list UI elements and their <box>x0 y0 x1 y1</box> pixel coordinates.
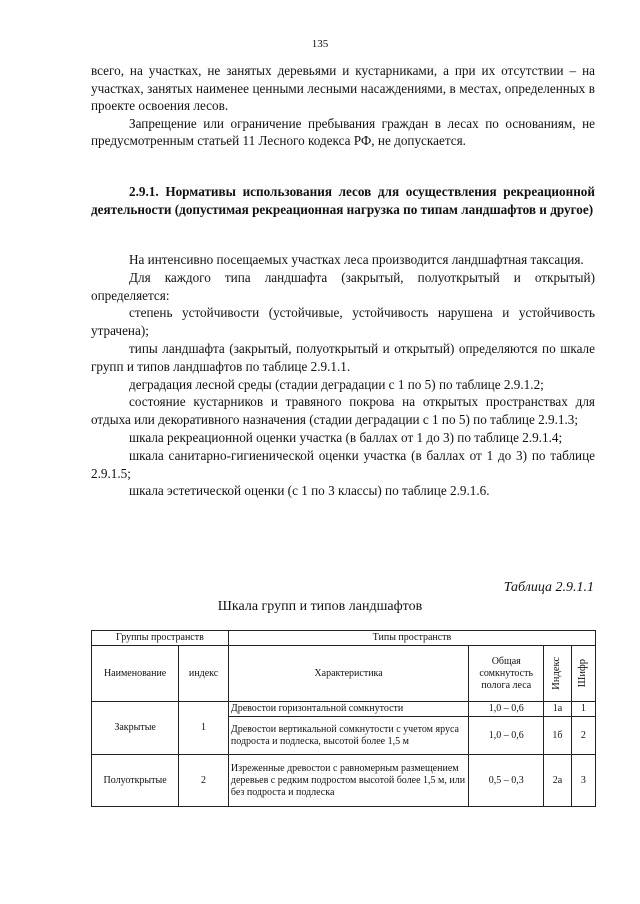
table-row <box>92 755 596 807</box>
cell-group-name: Полуоткрытые <box>92 755 179 807</box>
body-paragraph: На интенсивно посещаемых участках леса производится ландшафтная таксация. <box>129 252 584 267</box>
section-heading-block <box>91 183 595 218</box>
body-paragraph: состояние кустарников и травяного покрова на открытых пространствах для отдыха или декоративного назначения (стадии деградации с 1 по 5) по таблице 2.9.1.3; <box>91 394 595 428</box>
body-paragraph: шкала эстетической оценки (с 1 по 3 классы) по таблице 2.9.1.6. <box>129 483 490 499</box>
body-paragraph: шкала санитарно-гигиенической оценки участка (в баллах от 1 до 3) по таблице 2.9.1.5; <box>91 447 595 481</box>
body-block <box>91 251 595 500</box>
cell-code: 2 <box>571 717 595 755</box>
cell-density: 1,0 – 0,6 <box>469 702 544 717</box>
cell-index: 1а <box>544 702 571 717</box>
cell-characteristic: Изреженные древостои с равномерным размещением деревьев с редким подростом высотой более 1,5 м, или без подроста и подлеска <box>228 755 468 807</box>
header-index-vertical <box>544 646 571 702</box>
header-name: Наименование <box>92 646 179 702</box>
cell-group-index: 1 <box>179 702 229 755</box>
body-paragraph: типы ландшафта (закрытый, полуоткрытый и открытый) определяются по шкале групп и типов ландшафтов по таблице 2.9.1.1. <box>91 340 595 374</box>
header-code-vertical <box>571 646 595 702</box>
cell-code: 3 <box>571 755 595 807</box>
cell-group-index: 2 <box>179 755 229 807</box>
cell-density: 0,5 – 0,3 <box>469 755 544 807</box>
header-characteristic: Характеристика <box>228 646 468 702</box>
intro-block <box>91 62 595 150</box>
header-types: Типы пространств <box>228 631 595 646</box>
header-index-vertical-text: Индекс <box>551 657 563 690</box>
table-reference: Таблица 2.9.1.1 <box>503 580 594 595</box>
body-paragraph: Для каждого типа ландшафта (закрытый, полуоткрытый и открытый) определяется: <box>91 269 595 303</box>
cell-code: 1 <box>571 702 595 717</box>
body-paragraph: шкала рекреационной оценки участка (в баллах от 1 до 3) по таблице 2.9.1.4; <box>129 429 563 445</box>
intro-paragraph-1: всего, на участках, не занятых деревьями и кустарниками, а при их отсутствии – на участках, занятых наименее ценными лесными насаждениями, в местах, определенных в проекте освоения лесов. <box>91 63 595 114</box>
page-number: 135 <box>311 38 329 50</box>
body-paragraph: деградация лесной среды (стадии деградации с 1 по 5) по таблице 2.9.1.2; <box>129 376 544 392</box>
section-heading: 2.9.1. Нормативы использования лесов для осуществления рекреационной деятельности (допустимая рекреационная нагрузка по типам ландшафтов и другое) <box>91 184 595 217</box>
header-groups: Группы пространств <box>92 631 229 646</box>
body-paragraph: степень устойчивости (устойчивые, устойчивость нарушена и устойчивость утрачена); <box>91 305 595 339</box>
header-index: индекс <box>179 646 229 702</box>
header-code-vertical-text: Шифр <box>577 659 589 688</box>
cell-characteristic: Древостои горизонтальной сомкнутости <box>228 702 468 717</box>
cell-group-name: Закрытые <box>92 702 179 755</box>
cell-index: 1б <box>544 717 571 755</box>
table-title: Шкала групп и типов ландшафтов <box>217 599 423 614</box>
cell-characteristic: Древостои вертикальной сомкнутости с учетом яруса подроста и подлеска, высотой более 1,5 м <box>228 717 468 755</box>
cell-density: 1,0 – 0,6 <box>469 717 544 755</box>
landscape-types-table <box>91 630 596 807</box>
intro-paragraph-2: Запрещение или ограничение пребывания граждан в лесах по основаниям, не предусмотренным статьей 11 Лесного кодекса РФ, не допускается. <box>91 115 595 149</box>
cell-index: 2а <box>544 755 571 807</box>
header-density: Общая сомкнутость полога леса <box>469 646 544 702</box>
table-row <box>92 702 596 717</box>
